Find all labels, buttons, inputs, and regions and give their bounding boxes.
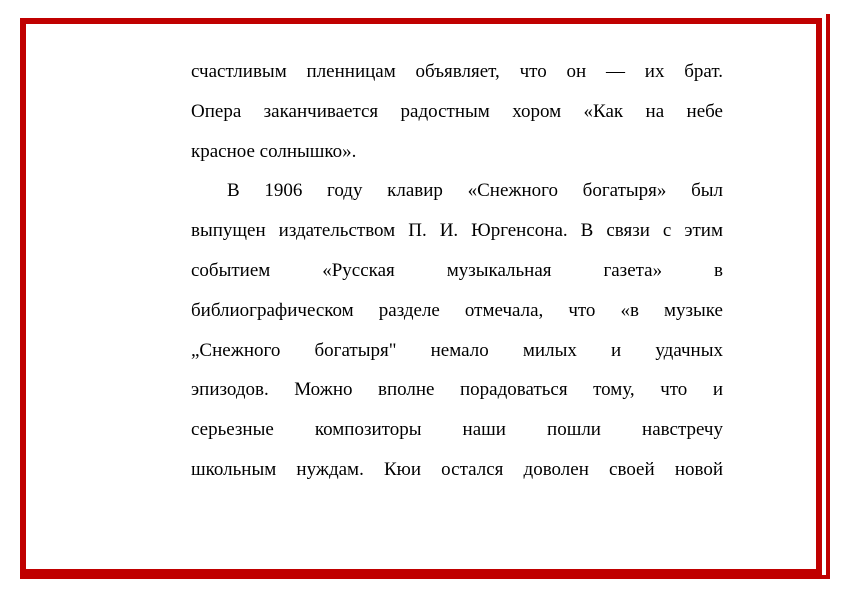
text-line: эпизодов. Можно вполне порадоваться тому, что и: [191, 379, 723, 401]
text-line: библиографическом разделе отмечала, что «в музыке: [191, 299, 723, 321]
text-line: счастливым пленницам объявляет, что он — их брат.: [191, 61, 723, 82]
text-line: „Снежного богатыря" немало милых и удачных: [191, 339, 723, 361]
text-line: событием «Русская музыкальная газета» в: [191, 259, 723, 281]
frame-shadow-bottom: [20, 575, 830, 579]
frame-shadow-right: [826, 14, 830, 579]
text-line: красное солнышко».: [191, 140, 357, 162]
text-line: серьезные композиторы наши пошли навстречу: [191, 419, 723, 441]
text-line: школьным нуждам. Кюи остался доволен своей новой: [191, 458, 723, 480]
text-line: В 1906 году клавир «Снежного богатыря» был: [227, 180, 723, 202]
document-text: [191, 52, 723, 490]
text-line: выпущен издательством П. И. Юргенсона. В связи с этим: [191, 220, 723, 242]
text-line: Опера заканчивается радостным хором «Как на небе: [191, 100, 723, 122]
